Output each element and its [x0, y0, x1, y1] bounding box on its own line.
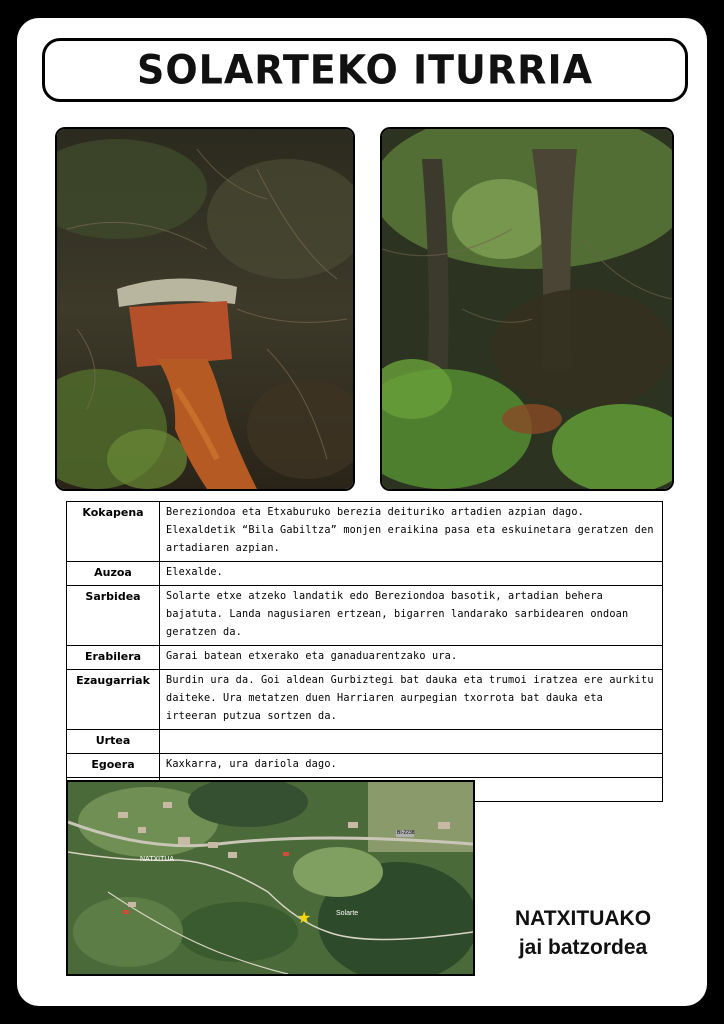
forest-photo-right: [380, 127, 674, 491]
row-value: Kaxkarra, ura dariola dago.: [160, 754, 663, 778]
row-key: Egoera: [67, 754, 160, 778]
row-value: Solarte etxe atzeko landatik edo Bereziondoa basotik, artadian behera bajatuta. Landa nagusiaren ertzean, bigarren landarako sarbidearen ondoan geratzen da.: [160, 586, 663, 646]
map-label-road: BI-2238: [397, 830, 415, 836]
title-banner: [42, 38, 688, 102]
row-key: Ezaugarriak: [67, 670, 160, 730]
table-row: [67, 562, 663, 586]
organization-subtitle: jai batzordea: [518, 936, 648, 959]
row-value: Garai batean etxerako eta ganaduarentzako ura.: [160, 646, 663, 670]
row-key: Sarbidea: [67, 586, 160, 646]
row-value: Elexalde.: [160, 562, 663, 586]
star-icon: ★: [297, 908, 312, 927]
table-row: [67, 646, 663, 670]
row-key: Kokapena: [67, 502, 160, 562]
map-label-solarte: Solarte: [336, 910, 359, 917]
row-value: Burdin ura da. Goi aldean Gurbiztegi bat dauka eta trumoi iratzea ere aurkitu daiteke. Ura metatzen duen Harriaren aurpegian txorrota bat dauka eta irteeran putzua sortzen da.: [160, 670, 663, 730]
aerial-map: [66, 780, 475, 976]
table-row: [67, 502, 663, 562]
row-key: Erabilera: [67, 646, 160, 670]
page-title: SOLARTEKO ITURRIA: [137, 46, 593, 94]
table-row: [67, 670, 663, 730]
info-table: [66, 501, 663, 802]
row-value: Bereziondoa eta Etxaburuko berezia deituriko artadien azpian dago. Elexaldetik “Bila Gabiltza” monjen eraikina pasa eta eskuinetara geratzen den artadiaren azpian.: [160, 502, 663, 562]
organization-name: NATXITUAKO: [514, 907, 652, 930]
table-row: [67, 730, 663, 754]
row-key: Urtea: [67, 730, 160, 754]
table-row: [67, 754, 663, 778]
row-key: Auzoa: [67, 562, 160, 586]
row-value: [160, 730, 663, 754]
organization-credit: [478, 904, 688, 962]
map-label-village: NATXITUA: [140, 856, 175, 863]
spring-photo-left: [55, 127, 355, 491]
table-row: [67, 586, 663, 646]
